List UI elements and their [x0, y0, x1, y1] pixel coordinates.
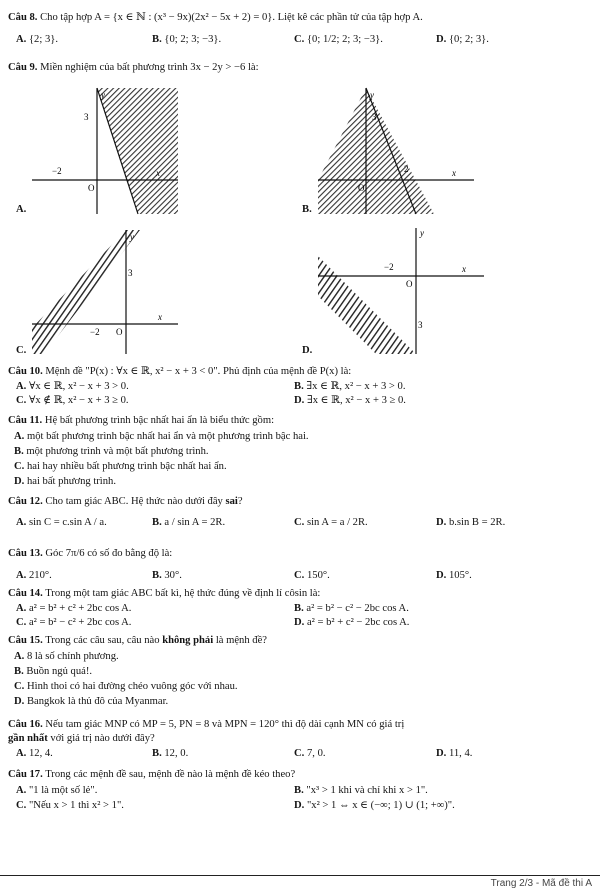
y-axis-label: y — [370, 90, 374, 100]
footer-divider — [0, 875, 600, 876]
option-b[interactable]: B. Buồn ngủ quá!. — [14, 666, 92, 677]
figure-c-graph[interactable] — [30, 228, 180, 356]
option-b[interactable]: B. 12, 0. — [152, 748, 189, 759]
question-15: Câu 15. Trong các câu sau, câu nào không phải là mệnh đề? — [8, 635, 267, 646]
figure-d-label[interactable]: D. — [302, 345, 313, 356]
question-text: Góc 7π/6 có số đo bằng độ là: — [45, 548, 173, 559]
tick-label-3: 3 — [128, 268, 133, 278]
y-axis-label: y — [130, 232, 134, 242]
question-12: Câu 12. Cho tam giác ABC. Hệ thức nào dưới đây sai? — [8, 496, 243, 507]
y-axis-label: y — [420, 228, 424, 238]
option-b[interactable]: B. a / sin A = 2R. — [152, 517, 226, 528]
figure-d-graph[interactable] — [316, 226, 486, 356]
tick-label-3: 3 — [372, 112, 377, 122]
question-11 — [8, 414, 590, 427]
option-a[interactable]: A. 12, 4. — [16, 748, 53, 759]
question-number: Câu 16. — [8, 719, 43, 730]
option-c[interactable]: C. Hình thoi có hai đường chéo vuông góc với nhau. — [14, 681, 238, 692]
page-footer: Trang 2/3 - Mã đề thi A — [490, 878, 592, 889]
option-a[interactable]: A. một bất phương trình bậc nhất hai ẩn và một phương trình bậc hai. — [14, 431, 309, 442]
tick-label-neg2: −2 — [52, 166, 62, 176]
question-number: Câu 14. — [8, 588, 43, 599]
option-c[interactable]: C. sin A = a / 2R. — [294, 517, 368, 528]
question-text: Hệ bất phương trình bậc nhất hai ẩn là biểu thức gồm: — [44, 415, 275, 426]
x-axis-label: x — [156, 168, 160, 178]
question-text: Miền nghiệm của bất phương trình 3x − 2y > −6 là: — [40, 62, 259, 73]
tick-label-3: 3 — [84, 112, 89, 122]
question-text: Trong các câu sau, câu nào — [45, 635, 160, 646]
question-text: Trong các mệnh đề sau, mệnh đề nào là mệnh đề kéo theo? — [45, 769, 296, 780]
x-axis-label: x — [452, 168, 456, 178]
tick-label-neg2: −2 — [90, 327, 100, 337]
origin-label: O — [88, 183, 95, 193]
figure-a-label[interactable]: A. — [16, 204, 27, 215]
tick-label-neg2: −2 — [384, 262, 394, 272]
figure-b-graph[interactable] — [316, 86, 476, 216]
option-d[interactable]: D. {0; 2; 3}. — [436, 34, 489, 45]
option-d[interactable]: D. b.sin B = 2R. — [436, 517, 506, 528]
option-d[interactable]: D. hai bất phương trình. — [14, 476, 116, 487]
shaded-region — [97, 88, 178, 214]
question-16-continued: gần nhất với giá trị nào dưới đây? — [8, 733, 155, 744]
option-a[interactable]: A. "1 là một số lẻ". — [16, 785, 98, 796]
option-c[interactable]: C. ∀x ∉ ℝ, x² − x + 3 ≥ 0. — [16, 395, 129, 406]
question-number: Câu 12. — [8, 496, 43, 507]
question-emphasis: gần nhất — [8, 733, 48, 744]
tick-label-2: 2 — [404, 164, 409, 174]
question-emphasis: không phải — [162, 635, 214, 646]
option-d[interactable]: D. a² = b² + c² − 2bc cos A. — [294, 617, 410, 628]
option-c[interactable]: C. hai hay nhiều bất phương trình bậc nhất hai ẩn. — [14, 461, 227, 472]
figure-a-graph[interactable] — [30, 86, 180, 216]
question-13 — [8, 547, 590, 560]
question-text: Trong một tam giác ABC bất kì, hệ thức đúng về định lí côsin là: — [45, 588, 321, 599]
question-number: Câu 10. — [8, 366, 43, 377]
figure-c-label[interactable]: C. — [16, 345, 27, 356]
question-number: Câu 8. — [8, 12, 38, 23]
question-8 — [8, 11, 590, 24]
option-d[interactable]: D. ∃x ∈ ℝ, x² − x + 3 ≥ 0. — [294, 395, 406, 406]
question-text: Nếu tam giác MNP có MP = 5, PN = 8 và MPN = 120° thì độ dài cạnh MN có giá trị — [45, 719, 405, 730]
question-10 — [8, 365, 590, 378]
option-b[interactable]: B. "x³ > 1 khi và chỉ khi x > 1". — [294, 785, 428, 796]
x-axis-label: x — [462, 264, 466, 274]
origin-label: O — [406, 279, 413, 289]
question-text: Cho tam giác ABC. Hệ thức nào dưới đây — [45, 496, 223, 507]
question-9 — [8, 61, 590, 74]
question-text: Mệnh đề "P(x) : ∀x ∈ ℝ, x² − x + 3 < 0". Phủ định của mệnh đề P(x) là: — [45, 366, 352, 377]
x-axis-label: x — [158, 312, 162, 322]
question-14 — [8, 587, 590, 600]
question-number: Câu 13. — [8, 548, 43, 559]
question-number: Câu 11. — [8, 415, 43, 426]
option-b[interactable]: B. ∃x ∈ ℝ, x² − x + 3 > 0. — [294, 381, 406, 392]
option-a[interactable]: A. ∀x ∈ ℝ, x² − x + 3 > 0. — [16, 381, 129, 392]
option-a[interactable]: A. 210°. — [16, 570, 52, 581]
question-17 — [8, 768, 590, 781]
origin-label: O — [358, 183, 365, 193]
option-c[interactable]: C. "Nếu x > 1 thì x² > 1". — [16, 800, 124, 811]
option-b[interactable]: B. 30°. — [152, 570, 182, 581]
option-d[interactable]: D. 11, 4. — [436, 748, 473, 759]
question-emphasis: sai — [225, 496, 238, 507]
question-text: Cho tập hợp A = {x ∈ ℕ : (x³ − 9x)(2x² − 5x + 2) = 0}. Liệt kê các phần tử của tập hợp A. — [40, 12, 423, 23]
option-a[interactable]: A. {2; 3}. — [16, 34, 58, 45]
question-number: Câu 15. — [8, 635, 43, 646]
option-d[interactable]: D. 105°. — [436, 570, 472, 581]
option-b[interactable]: B. a² = b² − c² − 2bc cos A. — [294, 603, 409, 614]
option-a[interactable]: A. sin C = c.sin A / a. — [16, 517, 107, 528]
question-16 — [8, 718, 590, 731]
option-c[interactable]: C. 150°. — [294, 570, 330, 581]
figure-b-label[interactable]: B. — [302, 204, 312, 215]
option-b[interactable]: B. {0; 2; 3; −3}. — [152, 34, 222, 45]
option-d[interactable]: D. Bangkok là thủ đô của Myanmar. — [14, 696, 169, 707]
origin-label: O — [116, 327, 123, 337]
option-a[interactable]: A. 8 là số chính phương. — [14, 651, 119, 662]
option-d[interactable]: D. "x² > 1 ⇔ x ∈ (−∞; 1) ∪ (1; +∞)". — [294, 800, 455, 811]
question-number: Câu 9. — [8, 62, 38, 73]
y-axis-label: y — [101, 90, 105, 100]
option-b[interactable]: B. một phương trình và một bất phương trình. — [14, 446, 209, 457]
shaded-region — [318, 256, 416, 354]
option-c[interactable]: C. 7, 0. — [294, 748, 326, 759]
question-number: Câu 17. — [8, 769, 43, 780]
option-a[interactable]: A. a² = b² + c² + 2bc cos A. — [16, 603, 132, 614]
option-c[interactable]: C. {0; 1/2; 2; 3; −3}. — [294, 34, 383, 45]
tick-label-3: 3 — [418, 320, 423, 330]
option-c[interactable]: C. a² = b² − c² + 2bc cos A. — [16, 617, 132, 628]
